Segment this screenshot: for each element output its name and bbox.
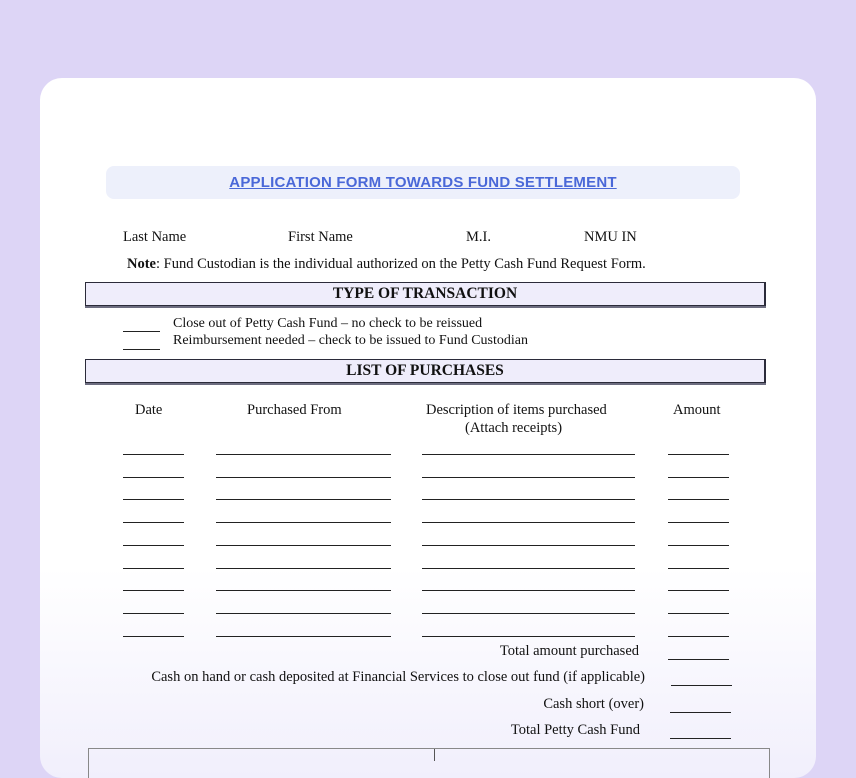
title-bar	[106, 166, 740, 199]
purchased-from-blank[interactable]	[216, 636, 391, 637]
first-name-label: First Name	[288, 229, 353, 245]
date-blank[interactable]	[123, 590, 184, 591]
description-blank[interactable]	[422, 613, 635, 614]
amount-blank[interactable]	[668, 454, 729, 455]
date-blank[interactable]	[123, 636, 184, 637]
description-blank[interactable]	[422, 454, 635, 455]
amount-blank[interactable]	[668, 590, 729, 591]
purchased-from-blank[interactable]	[216, 613, 391, 614]
reimbursement-blank[interactable]	[123, 349, 160, 350]
signature-box-divider	[434, 749, 435, 761]
amount-blank[interactable]	[668, 568, 729, 569]
purchased-from-blank[interactable]	[216, 499, 391, 500]
total-fund-blank[interactable]	[670, 738, 731, 739]
description-blank[interactable]	[422, 636, 635, 637]
nmu-in-label: NMU IN	[584, 229, 637, 245]
date-blank[interactable]	[123, 522, 184, 523]
date-blank[interactable]	[123, 613, 184, 614]
total-purchased-label: Total amount purchased	[499, 643, 639, 659]
close-out-option: Close out of Petty Cash Fund – no check to be reissued	[173, 316, 483, 331]
purchased-from-blank[interactable]	[216, 568, 391, 569]
cash-on-hand-label: Cash on hand or cash deposited at Financial Services to close out fund (if applicable)	[151, 669, 645, 685]
signature-box	[88, 748, 770, 778]
last-name-label: Last Name	[123, 229, 187, 245]
description-blank[interactable]	[422, 522, 635, 523]
amount-blank[interactable]	[668, 545, 729, 546]
cash-on-hand-blank[interactable]	[671, 685, 732, 686]
date-blank[interactable]	[123, 499, 184, 500]
form-title-link[interactable]: APPLICATION FORM TOWARDS FUND SETTLEMENT	[229, 174, 617, 191]
description-blank[interactable]	[422, 568, 635, 569]
close-out-blank[interactable]	[123, 331, 160, 332]
description-subheader: (Attach receipts)	[465, 420, 563, 436]
description-blank[interactable]	[422, 499, 635, 500]
date-column-header: Date	[135, 402, 163, 418]
purchased-from-blank[interactable]	[216, 545, 391, 546]
amount-blank[interactable]	[668, 636, 729, 637]
amount-blank[interactable]	[668, 522, 729, 523]
purchased-from-blank[interactable]	[216, 522, 391, 523]
date-blank[interactable]	[123, 568, 184, 569]
note-text: : Fund Custodian is the individual authorized on the Petty Cash Fund Request Form.	[156, 256, 646, 272]
mi-label: M.I.	[466, 229, 491, 245]
purchased-from-blank[interactable]	[216, 454, 391, 455]
total-fund-label: Total Petty Cash Fund	[510, 722, 640, 738]
description-column-header: Description of items purchased	[426, 402, 607, 418]
date-blank[interactable]	[123, 454, 184, 455]
total-purchased-blank[interactable]	[668, 659, 729, 660]
reimbursement-option: Reimbursement needed – check to be issued to Fund Custodian	[173, 333, 528, 348]
amount-blank[interactable]	[668, 499, 729, 500]
date-blank[interactable]	[123, 545, 184, 546]
list-of-purchases-heading: LIST OF PURCHASES	[85, 359, 766, 383]
purchased-from-blank[interactable]	[216, 590, 391, 591]
amount-blank[interactable]	[668, 613, 729, 614]
description-blank[interactable]	[422, 477, 635, 478]
document-card	[40, 78, 816, 778]
cash-short-blank[interactable]	[670, 712, 731, 713]
note-line	[127, 256, 646, 273]
description-blank[interactable]	[422, 590, 635, 591]
cash-short-label: Cash short (over)	[543, 696, 644, 712]
amount-blank[interactable]	[668, 477, 729, 478]
type-of-transaction-heading: TYPE OF TRANSACTION	[85, 282, 766, 306]
amount-column-header: Amount	[673, 402, 721, 418]
purchased-from-column-header: Purchased From	[247, 402, 342, 418]
note-label: Note	[127, 256, 156, 272]
purchased-from-blank[interactable]	[216, 477, 391, 478]
date-blank[interactable]	[123, 477, 184, 478]
description-blank[interactable]	[422, 545, 635, 546]
